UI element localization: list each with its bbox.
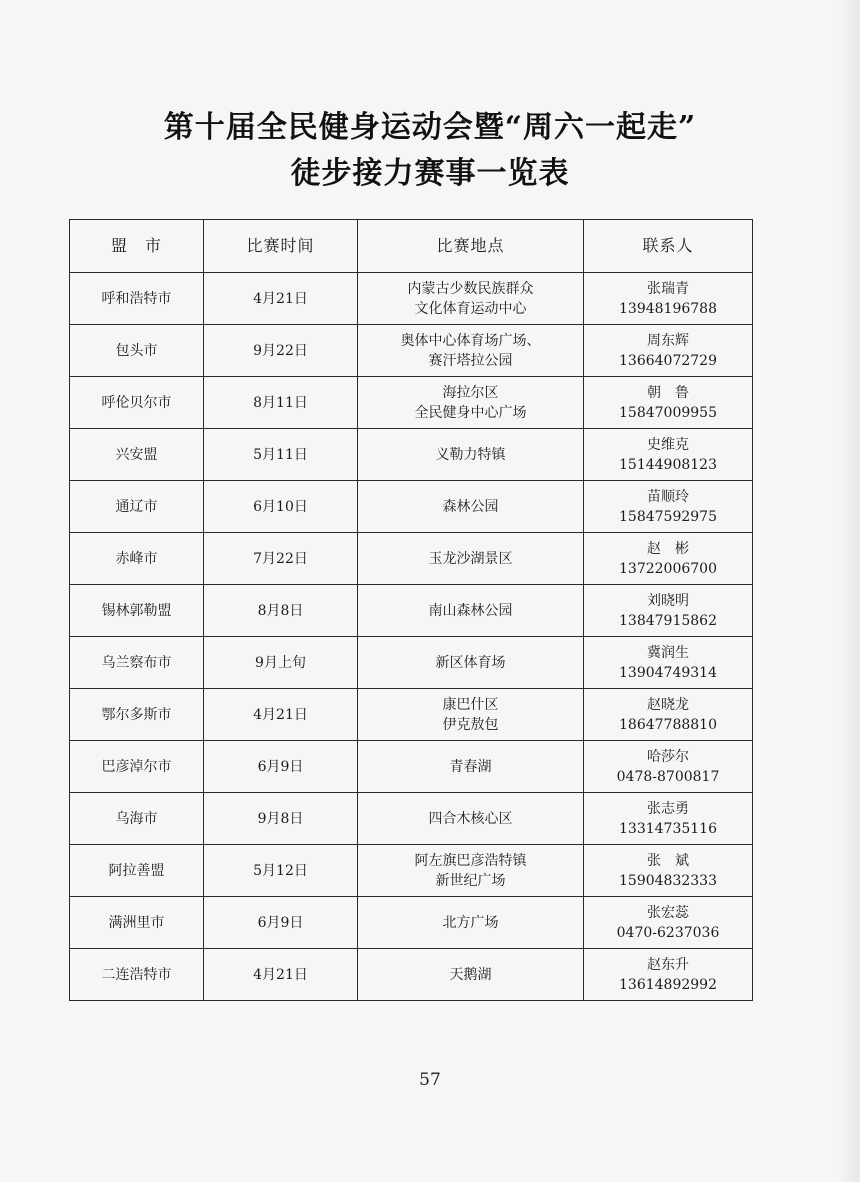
contact-phone: 13314735116 (619, 820, 717, 837)
contact-cell (584, 429, 753, 481)
contact-cell (584, 585, 753, 637)
time-cell: 9月22日 (204, 325, 358, 377)
contact-name: 哈莎尔 (647, 748, 689, 765)
table-row (70, 741, 753, 793)
document-title-line-1: 第十届全民健身运动会暨“周六一起走” (163, 110, 697, 145)
time-cell: 4月21日 (204, 949, 358, 1001)
venue-line: 伊克敖包 (442, 716, 499, 733)
table-row (70, 429, 753, 481)
league-cell: 呼伦贝尔市 (70, 377, 204, 429)
venue-cell (358, 481, 584, 533)
contact-name: 冀润生 (647, 644, 689, 661)
contact-phone: 15847592975 (619, 508, 717, 525)
contact-phone: 15144908123 (619, 456, 717, 473)
league-cell: 鄂尔多斯市 (70, 689, 204, 741)
league-cell: 通辽市 (70, 481, 204, 533)
venue-cell (358, 637, 584, 689)
time-cell: 6月10日 (204, 481, 358, 533)
venue-line: 四合木核心区 (428, 810, 513, 827)
table-header-row (70, 220, 753, 273)
time-cell: 9月8日 (204, 793, 358, 845)
contact-name: 赵晓龙 (647, 696, 689, 713)
contact-cell (584, 377, 753, 429)
venue-cell (358, 585, 584, 637)
contact-name: 朝 鲁 (647, 384, 689, 401)
time-cell: 5月12日 (204, 845, 358, 897)
page-number: 57 (419, 1070, 441, 1090)
contact-cell (584, 689, 753, 741)
league-cell: 二连浩特市 (70, 949, 204, 1001)
venue-line: 新世纪广场 (435, 872, 506, 889)
league-cell: 包头市 (70, 325, 204, 377)
venue-cell (358, 273, 584, 325)
venue-cell (358, 949, 584, 1001)
venue-line: 赛汗塔拉公园 (428, 352, 513, 369)
venue-line: 青春湖 (449, 758, 492, 775)
contact-cell (584, 741, 753, 793)
venue-line: 奥体中心体育场广场、 (400, 332, 541, 349)
league-cell: 赤峰市 (70, 533, 204, 585)
venue-line: 阿左旗巴彦浩特镇 (414, 852, 527, 869)
league-cell: 锡林郭勒盟 (70, 585, 204, 637)
table-row (70, 533, 753, 585)
venue-line: 义勒力特镇 (435, 446, 506, 463)
contact-phone: 13664072729 (619, 352, 717, 369)
league-cell: 兴安盟 (70, 429, 204, 481)
table-row (70, 897, 753, 949)
league-cell: 乌海市 (70, 793, 204, 845)
table-row (70, 325, 753, 377)
contact-phone: 13722006700 (619, 560, 717, 577)
time-cell: 4月21日 (204, 689, 358, 741)
contact-cell (584, 481, 753, 533)
time-cell: 6月9日 (204, 897, 358, 949)
contact-cell (584, 637, 753, 689)
time-cell: 4月21日 (204, 273, 358, 325)
contact-cell (584, 273, 753, 325)
contact-name: 张志勇 (647, 800, 689, 817)
league-cell: 乌兰察布市 (70, 637, 204, 689)
contact-cell (584, 793, 753, 845)
venue-line: 森林公园 (442, 498, 499, 515)
venue-cell (358, 533, 584, 585)
time-cell: 8月11日 (204, 377, 358, 429)
venue-line: 海拉尔区 (442, 384, 499, 401)
document-title-line-2: 徒步接力赛事一览表 (290, 156, 570, 191)
time-cell: 6月9日 (204, 741, 358, 793)
contact-phone: 13904749314 (619, 664, 717, 681)
venue-cell (358, 377, 584, 429)
contact-phone: 18647788810 (619, 716, 717, 733)
contact-cell (584, 533, 753, 585)
league-cell: 满洲里市 (70, 897, 204, 949)
contact-cell (584, 897, 753, 949)
table-row (70, 793, 753, 845)
venue-cell (358, 689, 584, 741)
table-row (70, 845, 753, 897)
contact-name: 苗顺玲 (647, 488, 689, 505)
contact-phone: 15904832333 (619, 872, 717, 889)
table-body (70, 273, 753, 1001)
venue-line: 玉龙沙湖景区 (428, 550, 513, 567)
contact-phone: 0478-8700817 (616, 768, 720, 785)
contact-name: 周东辉 (647, 332, 689, 349)
league-cell: 巴彦淖尔市 (70, 741, 204, 793)
header-league: 盟 市 (70, 220, 204, 273)
contact-cell (584, 845, 753, 897)
time-cell: 7月22日 (204, 533, 358, 585)
table-row (70, 637, 753, 689)
contact-name: 史维克 (647, 436, 689, 453)
table-row (70, 481, 753, 533)
venue-line: 文化体育运动中心 (414, 300, 527, 317)
contact-name: 张宏蕊 (647, 904, 689, 921)
header-time: 比赛时间 (204, 220, 358, 273)
league-cell: 呼和浩特市 (70, 273, 204, 325)
venue-line: 新区体育场 (435, 654, 506, 671)
venue-line: 康巴什区 (442, 696, 499, 713)
event-schedule-table (69, 219, 753, 1001)
contact-phone: 13847915862 (619, 612, 717, 629)
contact-phone: 13614892992 (619, 976, 717, 993)
venue-line: 天鹅湖 (449, 966, 492, 983)
time-cell: 5月11日 (204, 429, 358, 481)
venue-cell (358, 741, 584, 793)
table-row (70, 585, 753, 637)
header-contact: 联系人 (584, 220, 753, 273)
league-cell: 阿拉善盟 (70, 845, 204, 897)
venue-cell (358, 845, 584, 897)
venue-cell (358, 793, 584, 845)
venue-line: 南山森林公园 (428, 602, 513, 619)
contact-phone: 15847009955 (619, 404, 717, 421)
table-row (70, 949, 753, 1001)
contact-name: 刘晓明 (647, 592, 689, 609)
table-row (70, 689, 753, 741)
contact-name: 赵东升 (647, 956, 689, 973)
venue-line: 北方广场 (442, 914, 499, 931)
contact-name: 赵 彬 (647, 540, 689, 557)
contact-cell (584, 949, 753, 1001)
time-cell: 9月上旬 (204, 637, 358, 689)
header-venue: 比赛地点 (358, 220, 584, 273)
contact-phone: 13948196788 (619, 300, 717, 317)
contact-name: 张 斌 (647, 852, 689, 869)
table-row (70, 377, 753, 429)
venue-cell (358, 325, 584, 377)
time-cell: 8月8日 (204, 585, 358, 637)
venue-cell (358, 429, 584, 481)
contact-name: 张瑞青 (647, 280, 689, 297)
table-row (70, 273, 753, 325)
venue-line: 内蒙古少数民族群众 (407, 280, 534, 297)
contact-phone: 0470-6237036 (616, 924, 720, 941)
contact-cell (584, 325, 753, 377)
venue-cell (358, 897, 584, 949)
venue-line: 全民健身中心广场 (414, 404, 527, 421)
